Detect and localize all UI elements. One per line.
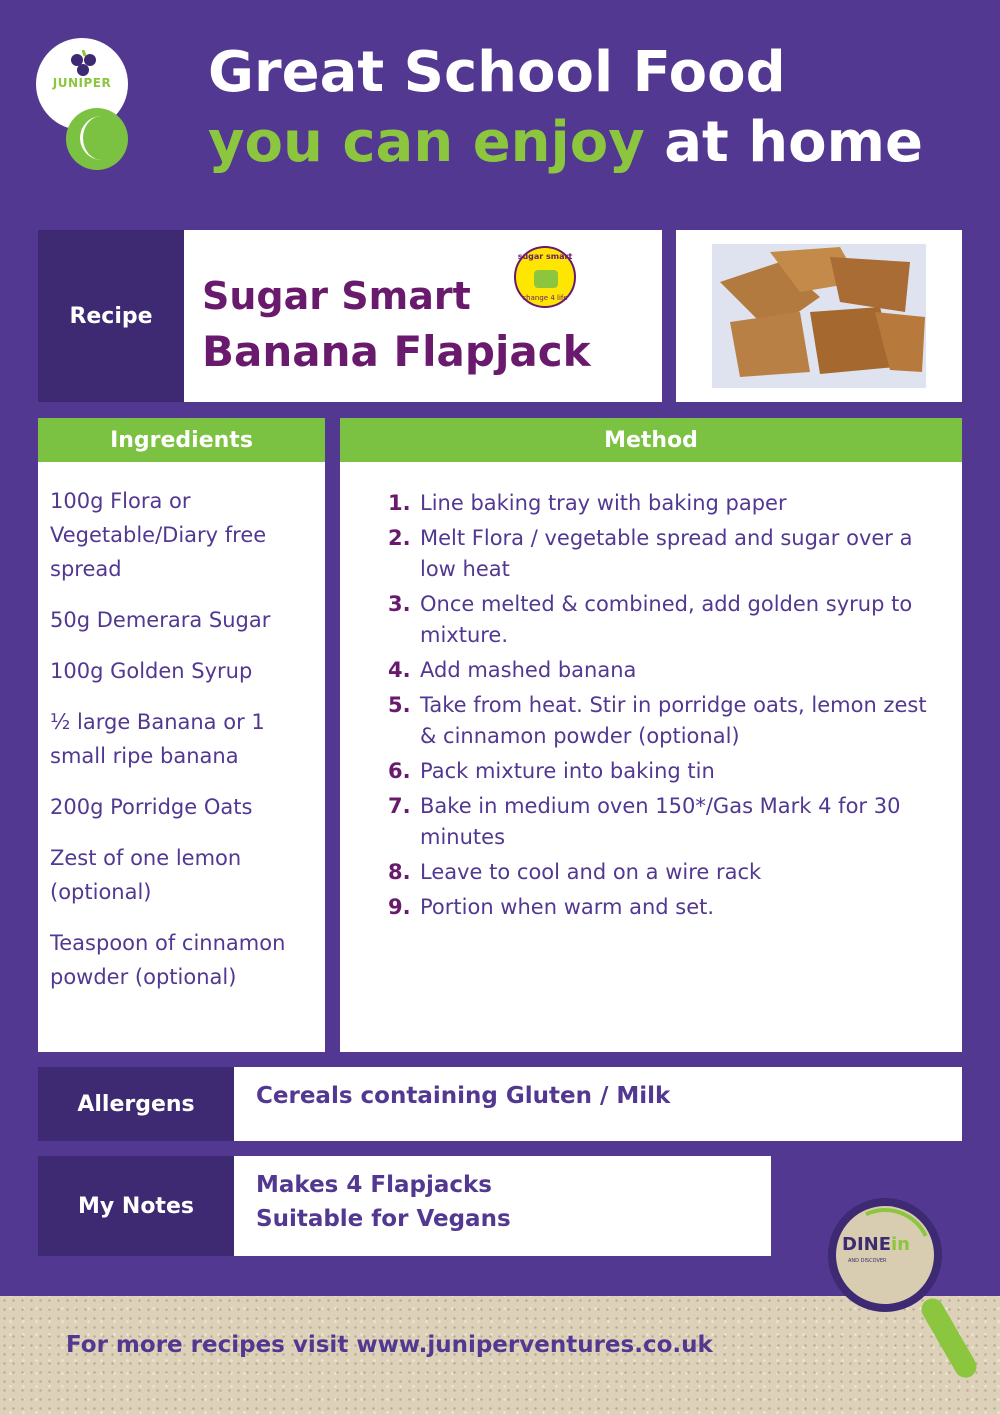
step-text: Take from heat. Stir in porridge oats, lemon zest & cinnamon powder (optional) bbox=[420, 693, 927, 748]
method-step bbox=[388, 892, 942, 923]
method-step bbox=[388, 857, 942, 888]
ingredient-item: 100g Golden Syrup bbox=[50, 659, 253, 683]
method-step bbox=[388, 756, 942, 787]
step-text: Bake in medium oven 150*/Gas Mark 4 for 30 minutes bbox=[420, 794, 901, 849]
recipe-title-line1: Sugar Smart bbox=[202, 274, 471, 318]
ingredient-item: 50g Demerara Sugar bbox=[50, 608, 271, 632]
dine-in-text bbox=[842, 1234, 910, 1255]
dine-in-logo-icon bbox=[828, 1198, 942, 1312]
method-step bbox=[388, 791, 942, 853]
ingredients-heading: Ingredients bbox=[38, 418, 325, 462]
method-list bbox=[340, 462, 962, 923]
step-text: Once melted & combined, add golden syrup to mixture. bbox=[420, 592, 913, 647]
title-green-part: you can enjoy bbox=[208, 110, 645, 175]
ingredient-item: Zest of one lemon (optional) bbox=[50, 846, 242, 904]
method-step bbox=[388, 523, 942, 585]
dine-sub: AND DISCOVER bbox=[848, 1258, 887, 1264]
step-text: Add mashed banana bbox=[420, 658, 637, 682]
recipe-title-line2: Banana Flapjack bbox=[202, 327, 591, 376]
allergens-value-box bbox=[234, 1067, 962, 1141]
sugar-smart-badge-icon bbox=[514, 246, 576, 308]
step-text: Leave to cool and on a wire rack bbox=[420, 860, 762, 884]
method-step bbox=[388, 655, 942, 686]
flapjack-photo bbox=[710, 242, 928, 390]
ingredients-panel bbox=[38, 462, 325, 1052]
method-heading: Method bbox=[340, 418, 962, 462]
notes-text bbox=[234, 1156, 771, 1236]
page-title-line1: Great School Food bbox=[208, 40, 786, 105]
photo-box bbox=[676, 230, 962, 402]
step-text: Pack mixture into baking tin bbox=[420, 759, 715, 783]
dine-accent: in bbox=[891, 1234, 910, 1255]
step-text: Melt Flora / vegetable spread and sugar over a low heat bbox=[420, 526, 913, 581]
thumbs-up-icon bbox=[534, 270, 558, 288]
footer-text: For more recipes visit www.juniperventures.co.uk bbox=[66, 1332, 713, 1358]
method-panel bbox=[340, 462, 962, 1052]
tennis-ball-icon bbox=[66, 108, 128, 170]
ingredients-list bbox=[38, 462, 325, 994]
allergens-value: Cereals containing Gluten / Milk bbox=[256, 1083, 671, 1109]
step-number: 8. bbox=[388, 860, 411, 884]
page-title-line2 bbox=[208, 110, 923, 175]
notes-line1: Makes 4 Flapjacks bbox=[256, 1172, 492, 1198]
ingredient-item: Teaspoon of cinnamon powder (optional) bbox=[50, 931, 286, 989]
method-step bbox=[388, 488, 942, 519]
title-white-part: at home bbox=[644, 110, 923, 175]
allergens-label: Allergens bbox=[38, 1067, 234, 1141]
recipe-label: Recipe bbox=[38, 230, 184, 402]
notes-label: My Notes bbox=[38, 1156, 234, 1256]
step-number: 1. bbox=[388, 491, 411, 515]
recipe-title-box bbox=[184, 230, 662, 402]
badge-bottom-text: change 4 life bbox=[522, 294, 568, 302]
step-number: 9. bbox=[388, 895, 411, 919]
step-number: 2. bbox=[388, 526, 411, 550]
step-number: 3. bbox=[388, 592, 411, 616]
method-step bbox=[388, 690, 942, 752]
step-text: Line baking tray with baking paper bbox=[420, 491, 787, 515]
badge-top-text: sugar smart bbox=[517, 252, 573, 261]
step-number: 7. bbox=[388, 794, 411, 818]
step-text: Portion when warm and set. bbox=[420, 895, 715, 919]
logo-text: JUNIPER bbox=[52, 76, 112, 90]
step-number: 4. bbox=[388, 658, 411, 682]
step-number: 5. bbox=[388, 693, 411, 717]
dine-word: DINE bbox=[842, 1234, 891, 1255]
ingredient-item: 200g Porridge Oats bbox=[50, 795, 253, 819]
ingredient-item: ½ large Banana or 1 small ripe banana bbox=[50, 710, 265, 768]
notes-line2: Suitable for Vegans bbox=[256, 1206, 511, 1232]
notes-value-box bbox=[234, 1156, 771, 1256]
method-step bbox=[388, 589, 942, 651]
step-number: 6. bbox=[388, 759, 411, 783]
ingredient-item: 100g Flora or Vegetable/Diary free spread bbox=[50, 489, 267, 581]
